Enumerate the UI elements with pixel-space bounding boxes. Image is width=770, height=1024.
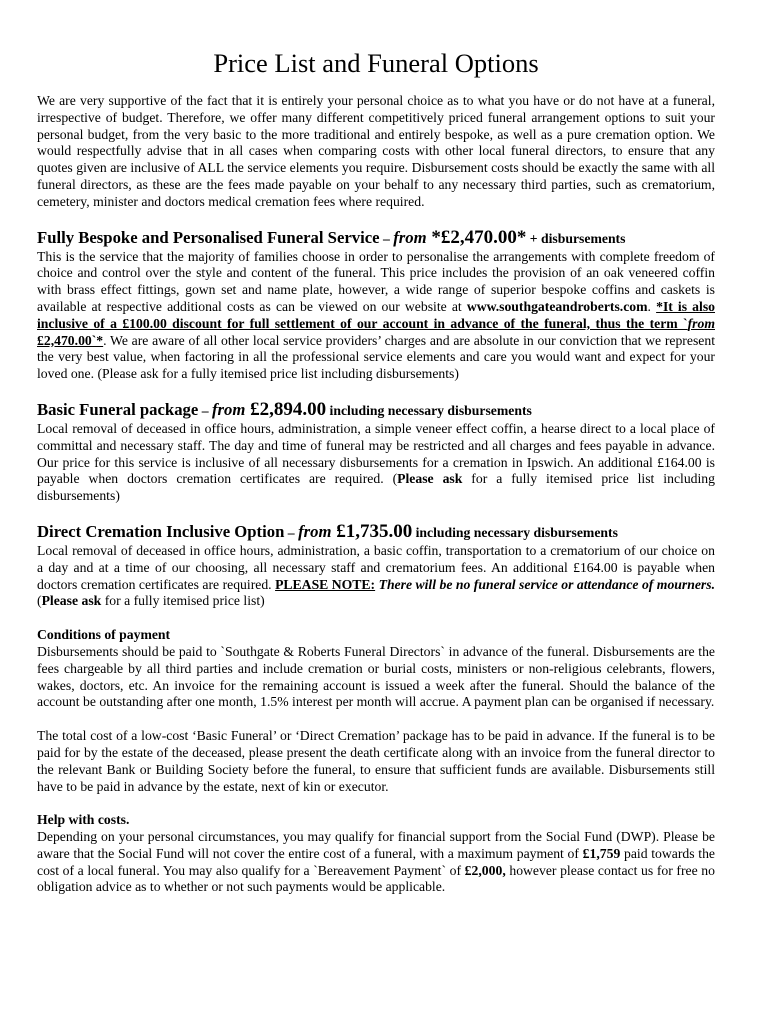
direct-heading: Direct Cremation Inclusive Option – from £1,735.00 including necessary disbursements [37, 520, 618, 542]
basic-price: £2,894.00 [245, 398, 327, 420]
conditions-paragraph-2: The total cost of a low-cost ‘Basic Funeral’ or ‘Direct Cremation’ package has to be paid in advance. If the funeral is to be paid for by the estate of the deceased, please present the death certificate along with an invoice from the funeral director to the relevant Bank or Building Society before the funeral, to ensure that sufficient funds are available. Disbursements still have to be paid in advance by the estate, next of kin or executor. [37, 728, 715, 794]
website-link[interactable]: www.southgateandroberts.com [466, 298, 648, 314]
discount-note: *It is also inclusive of a £100.00 discount for full settlement of our account in advance of the funeral, thus the term `from £2,470.00`* [37, 298, 715, 348]
basic-description: Local removal of deceased in office hours, administration, a simple veneer effect coffin, a hearse direct to a local place of committal and necessary staff. The day and time of funeral may be restricted and all charges and fees payable in advance. Our price for this service is inclusive of all necessary disbursements for a cremation in Ipswich. An additional £164.00 is payable when doctors cremation certificates are required. (Please ask for a fully itemised price list including disbursements) [37, 420, 715, 504]
direct-price: £1,735.00 [331, 520, 413, 542]
help-paragraph: Depending on your personal circumstances, you may qualify for financial support from the Social Fund (DWP). Please be aware that the Social Fund will not cover the entire cost of a funeral, with a maximum payment of £1,759 paid towards the cost of a local funeral. You may also qualify for a `Bereavement Payment` of £2,000, however please contact us for free no obligation advice as to whether or not such payments would be applicable. [37, 829, 715, 895]
conditions-heading: Conditions of payment [37, 627, 171, 643]
help-heading: Help with costs. [37, 812, 130, 828]
bespoke-description: This is the service that the majority of families choose in order to personalise the arrangements with complete freedom of choice and control over the style and content of the funeral. This price includes the provision of an oak veneered coffin with brass effect fittings, gown set and name plate, however, a wide range of superior bespoke coffins and caskets is available at respective additional costs as can be viewed on our website at www.southgateandroberts.com. *It is also inclusive of a £100.00 discount for full settlement of our account in advance of the funeral, thus the term `from £2,470.00`*. We are aware of all other local service providers’ charges and are absolute in our conviction that we represent the very best value, when factoring in all the professional service elements and care you would want and expect for your loved one. (Please ask for a fully itemised price list including disbursements) [37, 248, 715, 382]
page-title: Price List and Funeral Options [213, 48, 539, 78]
bespoke-heading: Fully Bespoke and Personalised Funeral Service – from *£2,470.00* + disbursements [37, 226, 626, 248]
basic-heading: Basic Funeral package – from £2,894.00 including necessary disbursements [37, 398, 532, 420]
please-note-text: There will be no funeral service or attendance of mourners. [375, 576, 715, 592]
conditions-paragraph-1: Disbursements should be paid to `Southgate & Roberts Funeral Directors` in advance of the funeral. Disbursements are the fees chargeable by all third parties and include cremation or burial costs, ministers or non-religious celebrants, flowers, wakes, doctors, etc. An invoice for the remaining account is issued a week after the funeral. Should the balance of the account be outstanding after one month, 1.5% interest per month will accrue. A payment plan can be organised if necessary. [37, 643, 715, 710]
price-list-document [37, 46, 715, 896]
intro-paragraph: We are very supportive of the fact that it is entirely your personal choice as to what you have or do not have at a funeral, irrespective of budget. Therefore, we offer many different competitively priced funeral arrangement options to suit your personal budget, from the very basic to the more traditional and entirely bespoke, as well as a pure cremation option. We would respectfully advise that in all cases when comparing costs with other local funeral directors, to ensure that any quotes given are inclusive of ALL the service elements you require. Disbursement costs should be exactly the same with all funeral directors, as these are the fees made payable on your behalf to any necessary third parties, such as crematorium, cemetery, minister and doctors medical cremation fees where required. [37, 93, 715, 209]
bespoke-price: *£2,470.00* [426, 226, 527, 248]
please-note-label: PLEASE NOTE: [275, 576, 376, 592]
direct-description: Local removal of deceased in office hours, administration, a basic coffin, transportation to a crematorium of our choice on a day and at a time of our choosing, all necessary staff and crematorium fees. An additional £164.00 is payable when doctors cremation certificates are required. PLEASE NOTE: There will be no funeral service or attendance of mourners. (Please ask for a fully itemised price list) [37, 542, 715, 609]
